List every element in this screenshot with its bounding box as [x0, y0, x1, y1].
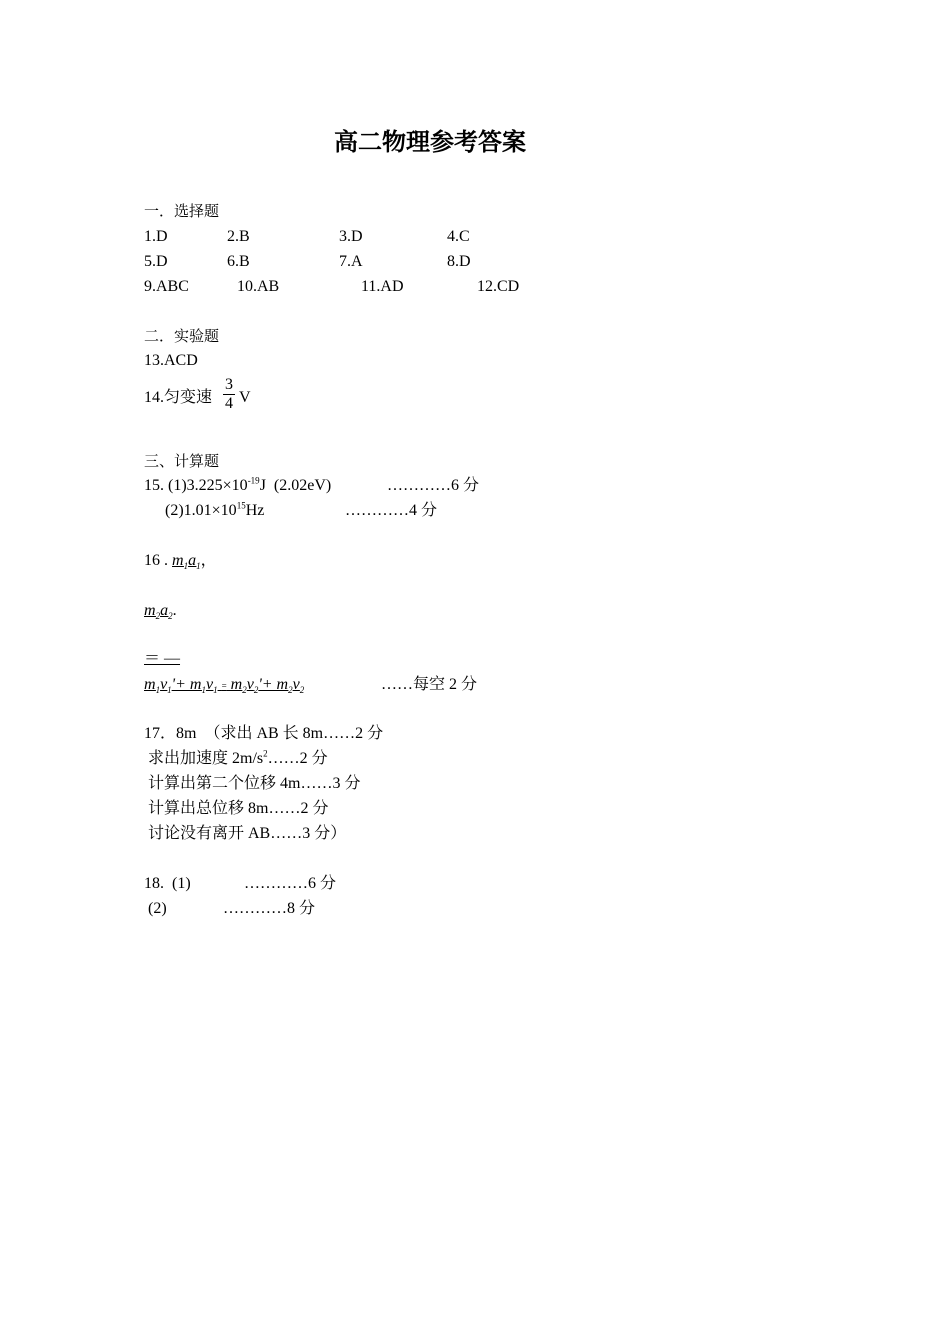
q16-momentum: $m_1v_1'+ m_1v_1 = m_2v_2'+ m_2v_2$ — [144, 676, 305, 696]
q13-answer: 13.ACD — [144, 352, 198, 369]
answer-4: 4.C — [447, 228, 470, 245]
q16-line1: 16 . $m_1a_1$， — [144, 552, 217, 572]
q17-line3: 计算出第二个位移 4m……3 分 — [144, 775, 361, 792]
section2-heading: 二．实验题 — [144, 327, 220, 345]
q17-line5: 讨论没有离开 AB……3 分） — [144, 825, 347, 842]
q15-part1-score: …………6 分 — [387, 477, 480, 494]
answer-11: 11.AD — [361, 278, 404, 295]
q15-part2-exponent: 15 — [236, 500, 246, 511]
q16-equation — [144, 649, 180, 669]
answer-12: 12.CD — [477, 278, 520, 295]
q14-fraction — [222, 376, 236, 413]
q14-numerator: 3 — [225, 376, 233, 393]
q16-m1a1: $m_1a_1$ — [172, 552, 201, 572]
q18-part2-label: (2) — [144, 900, 167, 917]
answer-5: 5.D — [144, 253, 168, 270]
q15-part2 — [165, 501, 264, 521]
q17-line1: 17．8m （求出 AB 长 8m……2 分 — [144, 725, 384, 742]
q18-part1-score: …………6 分 — [244, 875, 337, 892]
q16-label: 16 . — [144, 552, 168, 569]
q15-part1-exponent: -19 — [247, 475, 260, 486]
q16-eq-symbol: ＝ ― — [144, 650, 181, 667]
q15-part1-unit: J (2.02eV) — [259, 477, 332, 494]
q17-accel-score: ……2 分 — [267, 750, 328, 767]
answer-6: 6.B — [227, 253, 250, 270]
section1-heading: 一．选择题 — [144, 202, 220, 220]
q14-prefix: 14.匀变速 — [144, 389, 213, 406]
page-title: 高二物理参考答案 — [334, 128, 526, 156]
answer-2: 2.B — [227, 228, 250, 245]
q15-part2-unit: Hz — [245, 502, 265, 519]
answer-3: 3.D — [339, 228, 363, 245]
answer-9: 9.ABC — [144, 278, 189, 295]
q17-accel-exponent: 2 — [263, 748, 268, 759]
q14-denominator: 4 — [225, 395, 233, 412]
q17-line4: 计算出总位移 8m……2 分 — [144, 800, 329, 817]
q16-score: ……每空 2 分 — [381, 676, 478, 693]
q18-part2-score: …………8 分 — [223, 900, 316, 917]
answer-10: 10.AB — [237, 278, 280, 295]
q14-unit: V — [239, 389, 251, 406]
answer-1: 1.D — [144, 228, 168, 245]
q17-accel-text: 求出加速度 2m/s — [144, 750, 264, 767]
q15-part1-value: 15. (1)3.225×10 — [144, 477, 248, 494]
q16-m2a2: $m_2a_2$. — [144, 602, 177, 622]
q15-part1 — [144, 476, 331, 496]
q15-part2-value: (2)1.01×10 — [165, 502, 237, 519]
q15-part2-score: …………4 分 — [345, 502, 438, 519]
answer-7: 7.A — [339, 253, 363, 270]
q18-part1-label: 18. (1) — [144, 875, 191, 892]
answer-8: 8.D — [447, 253, 471, 270]
q17-line2 — [144, 749, 328, 769]
section3-heading: 三、计算题 — [144, 452, 220, 470]
